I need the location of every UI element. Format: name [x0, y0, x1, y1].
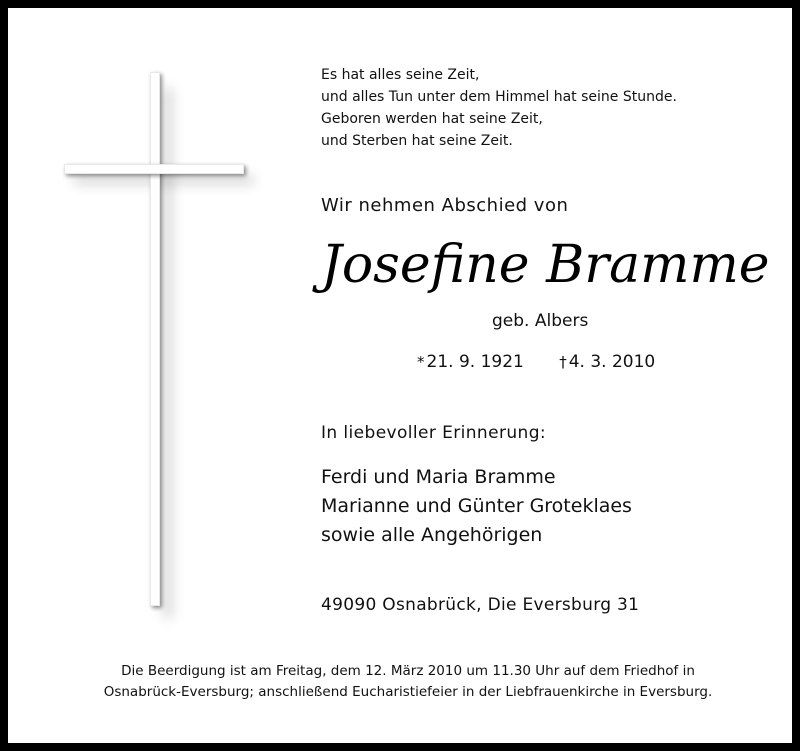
- cross-icon: [64, 72, 254, 617]
- mourner-line: sowie alle Angehörigen: [321, 524, 543, 546]
- death-symbol: †: [559, 353, 567, 371]
- mourners-list: [321, 463, 632, 550]
- death-date-group: [559, 352, 655, 372]
- funeral-line: Die Beerdigung ist am Freitag, dem 12. März 2010 um 11.30 Uhr auf dem Friedhof in: [121, 663, 695, 679]
- verse-line: Geboren werden hat seine Zeit,: [321, 111, 543, 127]
- deceased-name: Josefine Bramme: [321, 235, 770, 295]
- life-dates: [417, 352, 655, 372]
- farewell-text: Wir nehmen Abschied von: [321, 195, 569, 216]
- birth-symbol: *: [417, 353, 425, 371]
- cross-vertical-beam: [150, 72, 160, 606]
- cross-horizontal-beam: [64, 164, 244, 174]
- address: 49090 Osnabrück, Die Eversburg 31: [321, 595, 640, 615]
- verse-line: und alles Tun unter dem Himmel hat seine Stunde.: [321, 89, 677, 105]
- cross-shadow-horizontal: [74, 176, 254, 184]
- verse-line: Es hat alles seine Zeit,: [321, 67, 480, 83]
- maiden-name: geb. Albers: [492, 311, 589, 331]
- birth-date: 21. 9. 1921: [426, 352, 524, 372]
- memory-heading: In liebevoller Erinnerung:: [321, 423, 547, 443]
- bible-verse: [321, 64, 677, 152]
- birth-date-group: [417, 352, 529, 372]
- verse-line: und Sterben hat seine Zeit.: [321, 133, 513, 149]
- death-date: 4. 3. 2010: [568, 352, 656, 372]
- funeral-line: Osnabrück-Eversburg; anschließend Eucharistiefeier in der Liebfrauenkirche in Eversburg.: [103, 684, 713, 700]
- funeral-info: [24, 661, 792, 703]
- mourner-line: Marianne und Günter Groteklaes: [321, 495, 632, 517]
- mourner-line: Ferdi und Maria Bramme: [321, 466, 556, 488]
